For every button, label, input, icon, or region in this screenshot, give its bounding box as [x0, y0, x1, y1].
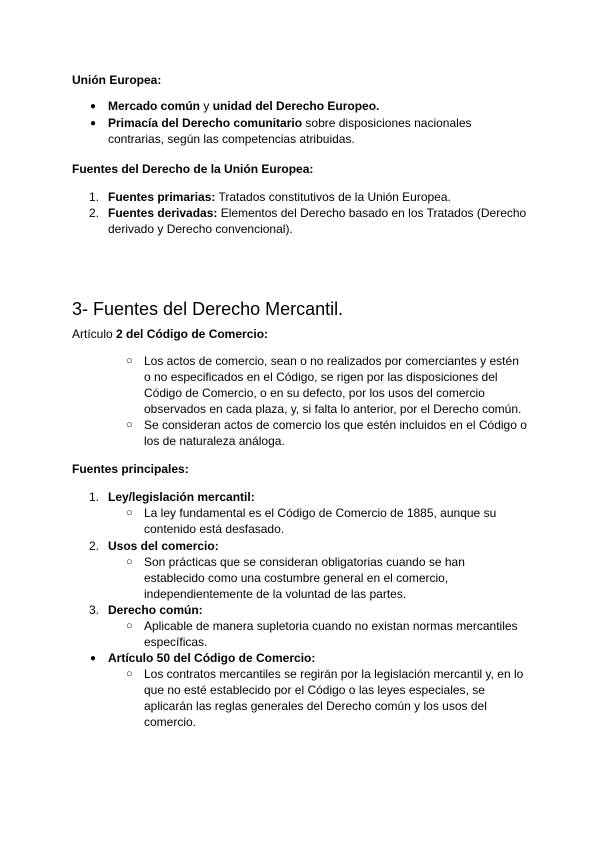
- circle-bullet-icon: ○: [126, 355, 133, 367]
- list-number: 1.: [89, 490, 100, 504]
- list-number: 2.: [89, 206, 100, 220]
- bullet-icon: ●: [90, 101, 97, 112]
- main-source-desc-3: Aplicable de manera supletoria cuando no existan normas mercantiles específicas.: [144, 619, 518, 649]
- main-source-title-2: Usos del comercio:: [108, 539, 219, 553]
- circle-bullet-icon: ○: [126, 507, 133, 519]
- main-source-title-3: Derecho común:: [108, 603, 203, 617]
- list-number: 2.: [89, 539, 100, 553]
- list-number: 1.: [89, 190, 100, 204]
- article-2-point-1: Los actos de comercio, sean o no realizados por comerciantes y estén o no especificados en el Código, se rigen por las disposiciones del Código de Comercio, o en su defecto, por los usos del comercio observados en cada plaza, y, si falta lo anterior, por el Derecho común.: [144, 354, 522, 416]
- main-source-title-1: Ley/legislación mercantil:: [108, 490, 255, 504]
- eu-heading: Unión Europea:: [72, 73, 162, 87]
- section-title: 3- Fuentes del Derecho Mercantil.: [72, 299, 344, 319]
- article-2-heading: Artículo 2 del Código de Comercio:: [72, 327, 269, 341]
- eu-source-item-1: Fuentes primarias: Tratados constitutivos de la Unión Europea.: [108, 190, 451, 204]
- main-source-desc-1: La ley fundamental es el Código de Comercio de 1885, aunque su contenido está desfasado.: [144, 506, 497, 536]
- eu-bullet-2: Primacía del Derecho comunitario sobre disposiciones nacionales contrarias, según las competencias atribuidas.: [108, 116, 472, 146]
- circle-bullet-icon: ○: [126, 668, 133, 680]
- eu-sources-heading: Fuentes del Derecho de la Unión Europea:: [72, 162, 314, 176]
- list-number: 3.: [89, 603, 100, 617]
- article-2-point-2: Se consideran actos de comercio los que estén incluidos en el Código o los de naturaleza análoga.: [144, 418, 527, 448]
- bullet-icon: ●: [90, 118, 97, 129]
- bullet-icon: ●: [90, 653, 97, 664]
- main-sources-heading: Fuentes principales:: [72, 462, 189, 476]
- main-source-title-4: Artículo 50 del Código de Comercio:: [108, 651, 316, 665]
- main-source-desc-2: Son prácticas que se consideran obligatorias cuando se han establecido como una costumbre general en el comercio, independientemente de la voluntad de las partes.: [144, 555, 465, 601]
- main-source-desc-4: Los contratos mercantiles se regirán por la legislación mercantil y, en lo que no esté establecido por el Código o las leyes especiales, se aplicarán las reglas generales del Derecho común y los usos del comercio.: [144, 667, 524, 729]
- circle-bullet-icon: ○: [126, 419, 133, 431]
- circle-bullet-icon: ○: [126, 620, 133, 632]
- eu-bullet-1: Mercado común y unidad del Derecho Europeo.: [108, 99, 380, 113]
- eu-source-item-2: Fuentes derivadas: Elementos del Derecho basado en los Tratados (Derecho derivado y Derecho convencional).: [108, 206, 527, 236]
- circle-bullet-icon: ○: [126, 556, 133, 568]
